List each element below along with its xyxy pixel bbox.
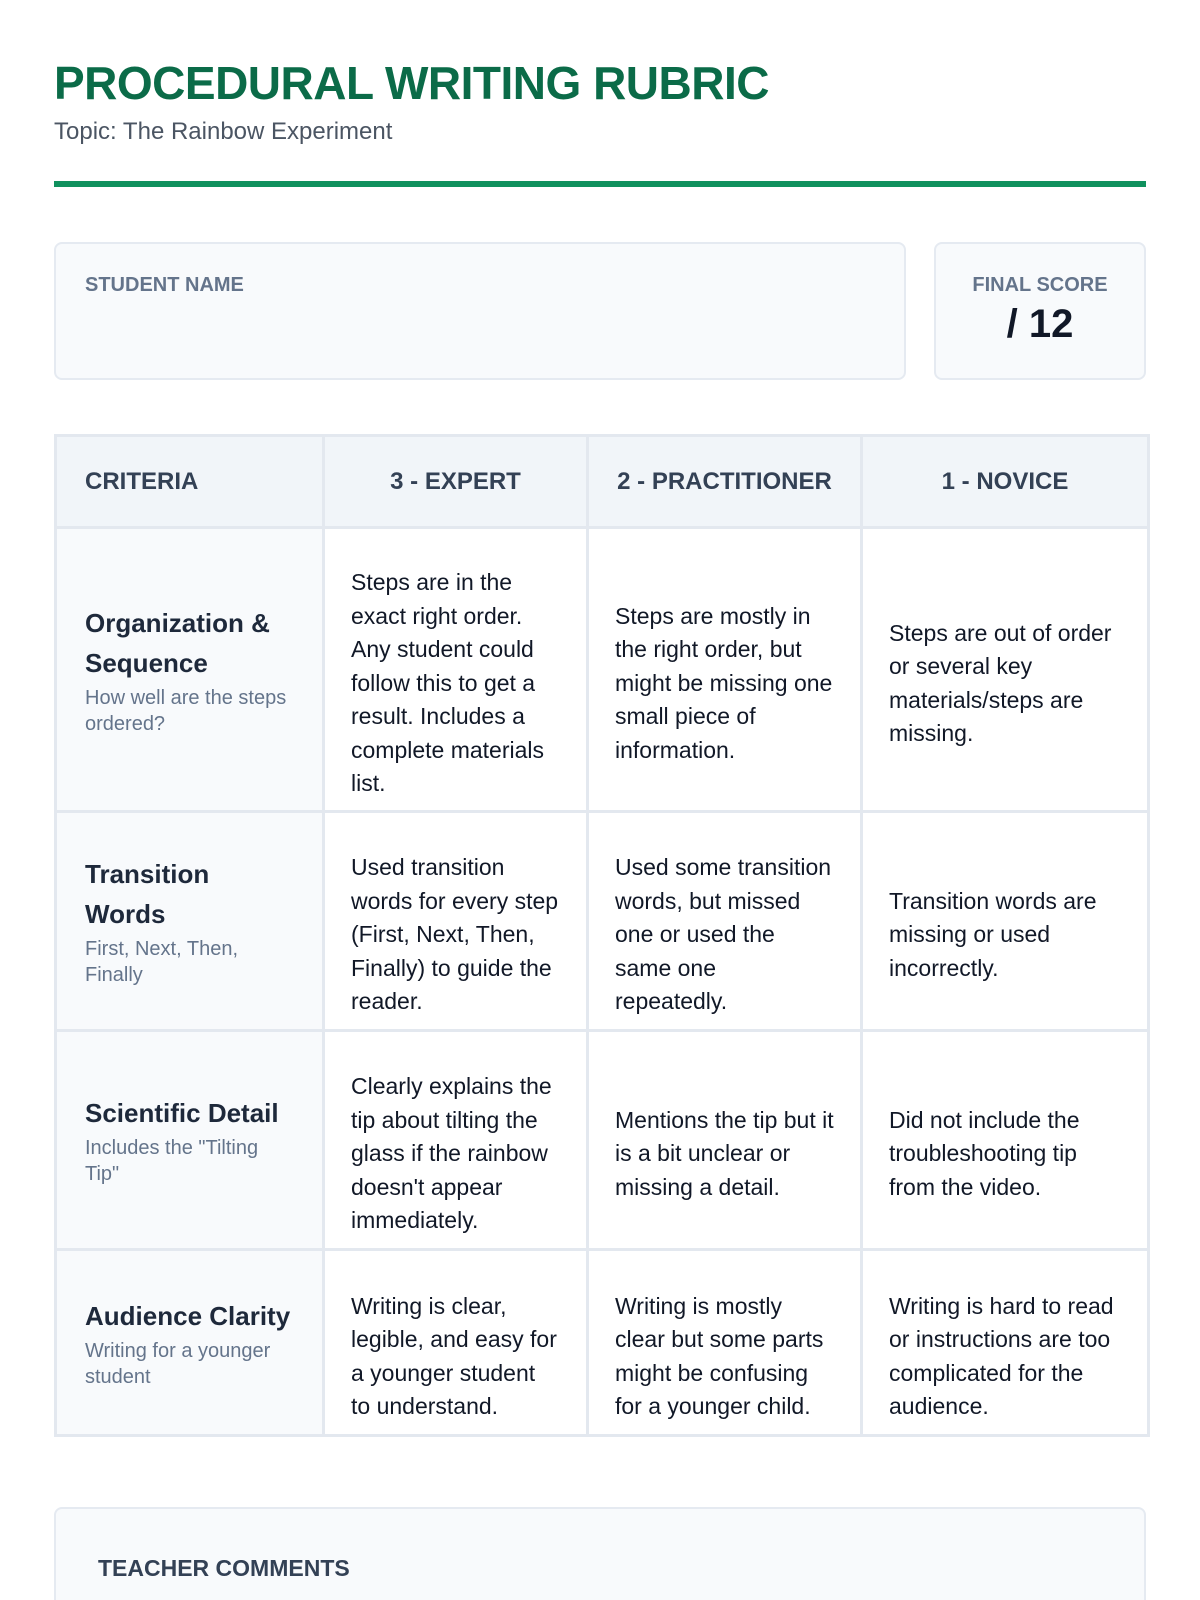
rubric-table <box>54 434 1150 1437</box>
final-score-label: FINAL SCORE <box>972 274 1108 296</box>
novice-cell: Steps are out of order or several key materials/steps are missing. <box>862 528 1149 812</box>
header-criteria: CRITERIA <box>56 436 324 528</box>
novice-cell: Writing is hard to read or instructions are too complicated for the audience. <box>862 1250 1149 1436</box>
teacher-comments-label: TEACHER COMMENTS <box>98 1555 350 1581</box>
criteria-name: Organization & Sequence <box>85 607 270 678</box>
table-row <box>56 812 1149 1031</box>
header-novice: 1 - NOVICE <box>862 436 1149 528</box>
table-row <box>56 1250 1149 1436</box>
criteria-description: First, Next, Then, Finally <box>85 938 239 986</box>
practitioner-cell: Used some transition words, but missed one or used the same one repeatedly. <box>588 812 862 1031</box>
table-row <box>56 528 1149 812</box>
title-divider <box>54 181 1146 187</box>
practitioner-cell: Writing is mostly clear but some parts might be confusing for a younger child. <box>588 1250 862 1436</box>
header-practitioner: 2 - PRACTITIONER <box>588 436 862 528</box>
criteria-name: Transition Words <box>85 859 210 929</box>
practitioner-cell: Mentions the tip but it is a bit unclear or missing a detail. <box>588 1031 862 1250</box>
practitioner-cell: Steps are mostly in the right order, but might be missing one small piece of information. <box>588 528 862 812</box>
rubric-title: PROCEDURAL WRITING RUBRIC <box>54 57 769 109</box>
criteria-description: How well are the steps ordered? <box>85 686 287 735</box>
criteria-cell <box>56 1031 324 1250</box>
student-name-label: STUDENT NAME <box>85 274 244 296</box>
expert-cell: Used transition words for every step (First, Next, Then, Finally) to guide the reader. <box>324 812 588 1031</box>
criteria-cell <box>56 1250 324 1436</box>
criteria-name: Audience Clarity <box>85 1300 291 1331</box>
criteria-description: Writing for a younger student <box>85 1339 271 1388</box>
criteria-cell <box>56 812 324 1031</box>
table-header-row <box>56 436 1149 528</box>
criteria-name: Scientific Detail <box>85 1098 279 1128</box>
criteria-description: Includes the "Tilting Tip" <box>85 1137 259 1185</box>
header-expert: 3 - EXPERT <box>324 436 588 528</box>
expert-cell: Steps are in the exact right order. Any student could follow this to get a result. Includes a complete materials list. <box>324 528 588 812</box>
expert-cell: Clearly explains the tip about tilting the glass if the rainbow doesn't appear immediately. <box>324 1031 588 1250</box>
table-row <box>56 1031 1149 1250</box>
novice-cell: Transition words are missing or used incorrectly. <box>862 812 1149 1031</box>
final-score-value: / 12 <box>1006 302 1074 346</box>
final-score-card <box>934 242 1146 380</box>
rubric-topic: Topic: The Rainbow Experiment <box>54 118 393 145</box>
criteria-cell <box>56 528 324 812</box>
teacher-comments-field[interactable] <box>54 1507 1146 1600</box>
novice-cell: Did not include the troubleshooting tip from the video. <box>862 1031 1149 1250</box>
expert-cell: Writing is clear, legible, and easy for a younger student to understand. <box>324 1250 588 1436</box>
student-name-field[interactable] <box>54 242 906 380</box>
